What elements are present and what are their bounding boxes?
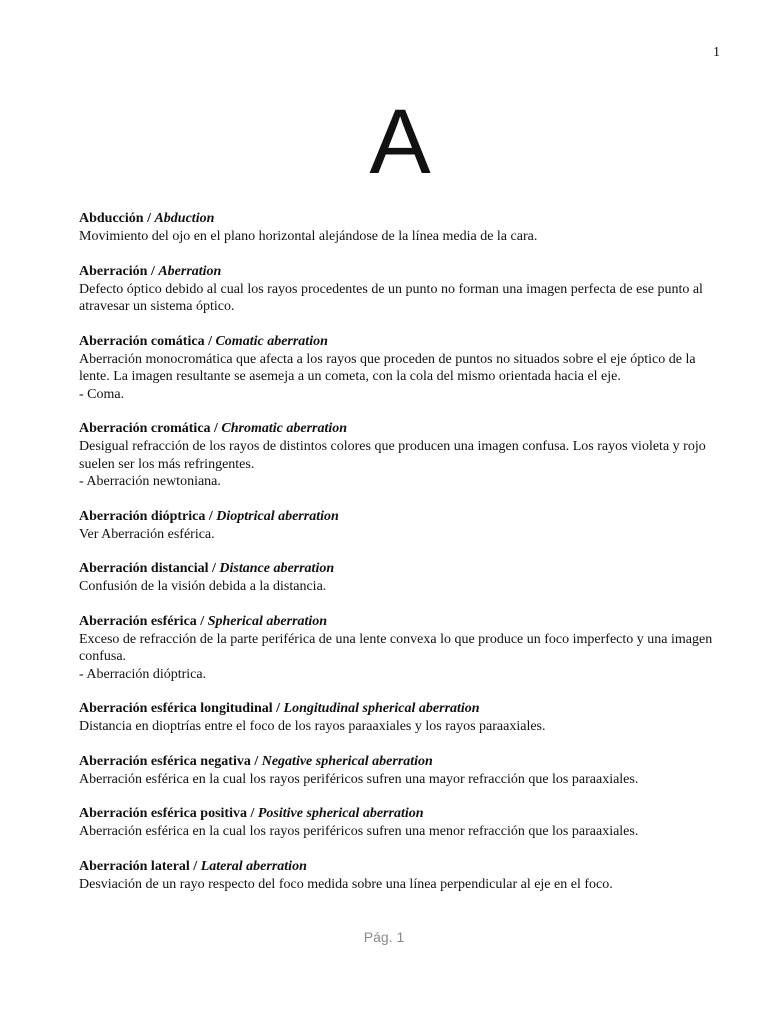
- term-spanish: Aberración esférica negativa: [79, 753, 251, 769]
- glossary-entry: [79, 700, 724, 736]
- term-separator: /: [196, 613, 208, 629]
- term-english: Spherical aberration: [207, 613, 328, 629]
- entry-definition: Exceso de refracción de la parte periférica de una lente convexa lo que produce un foco imperfecto y una imagen confusa.: [79, 631, 713, 664]
- term-spanish: Abducción: [79, 211, 144, 226]
- entry-term: [79, 333, 724, 351]
- term-separator: /: [208, 561, 220, 576]
- term-english: Comatic aberration: [215, 333, 328, 349]
- entry-definition: Distancia en dioptrías entre el foco de los rayos paraaxiales y los rayos paraaxiales.: [79, 719, 546, 734]
- glossary-entry: [79, 210, 724, 246]
- term-english: Aberration: [158, 263, 222, 279]
- entry-note: - Aberración newtoniana.: [79, 474, 221, 489]
- term-spanish: Aberración dióptrica: [79, 508, 206, 524]
- glossary-entry: [79, 420, 724, 491]
- term-english: Distance aberration: [219, 561, 335, 576]
- entry-term: [79, 753, 724, 771]
- glossary-entry: [79, 805, 724, 841]
- term-separator: /: [210, 421, 222, 436]
- entry-term: [79, 263, 724, 281]
- entry-term: [79, 508, 724, 526]
- entry-definition: Desigual refracción de los rayos de distintos colores que producen una imagen confusa. Los rayos violeta y rojo suelen ser los más refringentes.: [79, 439, 706, 472]
- term-separator: /: [189, 858, 201, 874]
- glossary-entry: [79, 508, 724, 544]
- term-separator: /: [204, 333, 216, 349]
- term-separator: /: [250, 753, 262, 769]
- glossary-entry: [79, 560, 724, 596]
- term-spanish: Aberración esférica longitudinal: [79, 701, 273, 716]
- term-spanish: Aberración comática: [79, 333, 205, 349]
- term-separator: /: [143, 211, 155, 226]
- term-separator: /: [205, 508, 217, 524]
- glossary-entry: [79, 333, 724, 404]
- term-spanish: Aberración: [79, 263, 148, 279]
- glossary-entries: [79, 210, 724, 910]
- glossary-entry: [79, 753, 724, 789]
- glossary-entry: [79, 858, 724, 894]
- entry-definition: Movimiento del ojo en el plano horizontal alejándose de la línea media de la cara.: [79, 229, 538, 244]
- term-separator: /: [246, 806, 258, 821]
- term-spanish: Aberración cromática: [79, 421, 211, 436]
- term-english: Chromatic aberration: [221, 421, 348, 436]
- term-separator: /: [147, 263, 159, 279]
- entry-definition: Confusión de la visión debida a la distancia.: [79, 579, 327, 594]
- term-spanish: Aberración distancial: [79, 561, 209, 576]
- entry-definition: Defecto óptico debido al cual los rayos procedentes de un punto no forman una imagen perfecta de ese punto al atravesar un sistema óptico.: [79, 281, 703, 314]
- term-english: Positive spherical aberration: [257, 806, 424, 821]
- term-separator: /: [272, 701, 284, 716]
- term-english: Longitudinal spherical aberration: [283, 701, 480, 716]
- entry-term: [79, 858, 724, 876]
- term-english: Dioptrical aberration: [216, 508, 339, 524]
- entry-term: [79, 805, 724, 823]
- term-spanish: Aberración lateral: [79, 858, 190, 874]
- term-english: Abduction: [154, 211, 215, 226]
- entry-definition: Aberración esférica en la cual los rayos periféricos sufren una mayor refracción que los paraaxiales.: [79, 771, 639, 787]
- term-english: Negative spherical aberration: [261, 753, 433, 769]
- entry-term: [79, 210, 724, 228]
- entry-definition: Desviación de un rayo respecto del foco medida sobre una línea perpendicular al eje en el foco.: [79, 876, 613, 892]
- entry-term: [79, 700, 724, 718]
- entry-term: [79, 420, 724, 438]
- glossary-entry: [79, 613, 724, 684]
- entry-term: [79, 613, 724, 631]
- entry-note: - Coma.: [79, 386, 125, 402]
- entry-definition: Ver Aberración esférica.: [79, 526, 215, 542]
- entry-term: [79, 560, 724, 578]
- entry-definition: Aberración monocromática que afecta a los rayos que proceden de puntos no situados sobre el eje óptico de la lente. La imagen resultante se asemeja a un cometa, con la cola del mismo orientada hacia el eje.: [79, 351, 696, 384]
- term-spanish: Aberración esférica positiva: [79, 806, 247, 821]
- entry-definition: Aberración esférica en la cual los rayos periféricos sufren una menor refracción que los paraaxiales.: [79, 824, 639, 839]
- page-footer: Pág. 1: [363, 929, 405, 945]
- glossary-entry: [79, 263, 724, 316]
- term-spanish: Aberración esférica: [79, 613, 197, 629]
- entry-note: - Aberración dióptrica.: [79, 666, 207, 682]
- section-letter: A: [369, 91, 431, 193]
- term-english: Lateral aberration: [200, 858, 307, 874]
- page-number: 1: [713, 45, 720, 60]
